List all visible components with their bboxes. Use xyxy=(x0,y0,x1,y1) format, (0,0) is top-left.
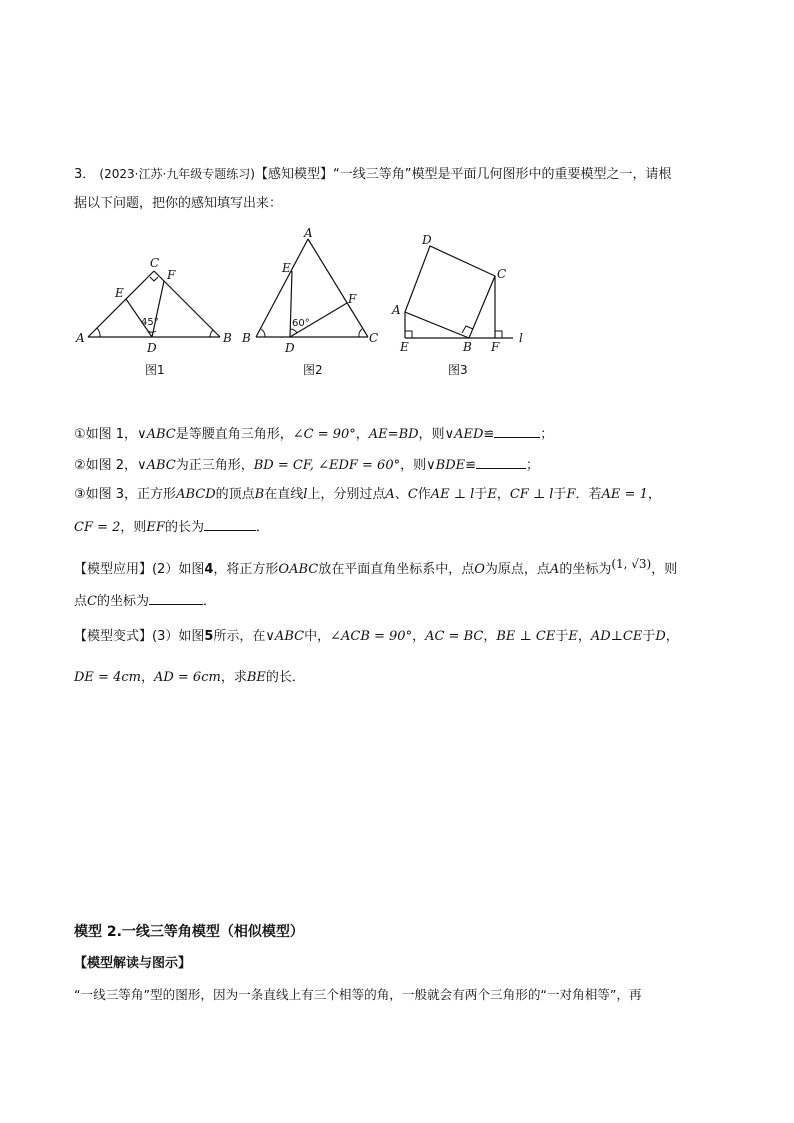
fig1-label-d: D xyxy=(147,341,157,355)
q2-condition: BD = CF, ∠EDF = 60° xyxy=(253,458,401,473)
q3-text7: ， xyxy=(496,487,510,502)
fig2-label-b: B xyxy=(242,331,251,345)
q3-point-a: A xyxy=(385,487,395,502)
fig3-label-f: F xyxy=(491,340,500,354)
q2-marker: ② xyxy=(74,458,86,473)
q5-cond4: AD⊥CE xyxy=(590,629,643,644)
problem-source: (2023·江苏·九年级专题练习) xyxy=(99,167,255,181)
q4-tag: 【模型应用】 xyxy=(74,562,153,577)
q2-congruent-symbol: ≌ xyxy=(465,458,477,473)
q3-line2-text1: ，则 xyxy=(120,520,147,535)
section-title: 模型 2.一线三等角模型（相似模型） xyxy=(74,924,304,940)
q5-cond6: AD = 6cm xyxy=(153,670,221,685)
intro-tag: 【感知模型】 xyxy=(254,167,333,182)
question-3-line2 xyxy=(74,517,269,537)
q4-text3: 放在平面直角坐标系中，点 xyxy=(318,562,475,577)
q1-text1: 是等腰直角三角形， xyxy=(175,427,293,442)
question-5-line1 xyxy=(74,628,679,646)
q3-text2: 在直线 xyxy=(264,487,304,502)
fig2-label-d: D xyxy=(285,341,295,355)
q3-marker: ③ xyxy=(74,487,86,502)
q3-point-b: B xyxy=(254,487,265,502)
fig2-label-f: F xyxy=(348,292,357,306)
q3-text3: 上，分别过点 xyxy=(307,487,386,502)
q1-triangle2: ∨AED xyxy=(444,427,484,442)
question-4-line2 xyxy=(74,591,216,611)
fig3-label-a: A xyxy=(392,303,401,317)
q3-square: ABCD xyxy=(176,487,216,502)
q3-text1: 的顶点 xyxy=(215,487,255,502)
q5-point-e: E xyxy=(568,629,578,644)
q3-point-c: C xyxy=(407,487,418,502)
q5-text1: (3）如图 xyxy=(152,629,205,644)
q5-text3: 中， xyxy=(304,629,331,644)
fig1-label-e: E xyxy=(115,286,124,300)
q5-segment-be: BE xyxy=(246,670,266,685)
fig1-caption: 图1 xyxy=(145,363,165,377)
fig2-caption: 图2 xyxy=(303,363,323,377)
question-1 xyxy=(74,424,553,444)
q2-text2: ，则 xyxy=(400,458,427,473)
fig3-label-e: E xyxy=(400,340,409,354)
fig1-label-f: F xyxy=(167,268,176,282)
problem-intro-line1 xyxy=(74,165,671,184)
fig3-label-d: D xyxy=(422,233,432,247)
q3-cond2: CF ⊥ l xyxy=(509,487,554,502)
q1-pre: 如图 1， xyxy=(85,427,138,442)
figure-2 xyxy=(238,225,388,355)
q2-text1: 为正三角形， xyxy=(175,458,254,473)
q5-tag: 【模型变式】 xyxy=(74,629,153,644)
q3-pre: 如图 3，正方形 xyxy=(85,487,177,502)
figure-3 xyxy=(385,232,535,357)
q3-text4: 、 xyxy=(394,487,408,502)
fig3-label-l: l xyxy=(519,331,523,345)
fig1-label-a: A xyxy=(76,331,85,345)
q3-segment-ef: EF xyxy=(146,520,165,535)
q4-answer-blank[interactable] xyxy=(149,591,203,605)
q4-coordinate: (1, √3) xyxy=(611,557,652,571)
q5-triangle: ∨ABC xyxy=(265,629,305,644)
q4-text1: (2）如图 xyxy=(152,562,205,577)
q2-triangle: ∨ABC xyxy=(137,458,176,473)
question-2 xyxy=(74,455,539,475)
fig1-angle-label: 45° xyxy=(141,317,159,328)
q1-triangle: ∨ABC xyxy=(137,427,176,442)
intro-line2-text: 据以下问题，把你的感知填写出来： xyxy=(74,196,283,211)
q4-line2-text2: 的坐标为 xyxy=(96,594,149,609)
q5-line2-text2: ，求 xyxy=(220,670,247,685)
q3-text5: 作 xyxy=(417,487,431,502)
q5-text4: ， xyxy=(412,629,426,644)
q1-congruent-symbol: ≌ xyxy=(483,427,495,442)
q4-figure-number: 4 xyxy=(204,562,214,577)
q4-square: OABC xyxy=(278,562,319,577)
q3-text6: 于 xyxy=(474,487,488,502)
fig2-label-c: C xyxy=(369,331,379,345)
q4-line2-text1: 点 xyxy=(74,594,88,609)
q5-cond5: DE = 4cm xyxy=(74,670,141,685)
fig1-label-b: B xyxy=(223,331,232,345)
q1-end: ； xyxy=(540,427,554,442)
q5-line2-end: 的长． xyxy=(265,670,305,685)
q2-answer-blank[interactable] xyxy=(476,455,526,469)
section-body: “一线三等角”型的图形，因为一条直线上有三个相等的角，一般就会有两个三角形的“一对角相等”，再 xyxy=(74,987,642,1002)
fig2-label-a: A xyxy=(304,226,313,240)
q5-line2-text1: ， xyxy=(140,670,154,685)
q5-text9: ， xyxy=(665,629,679,644)
q2-end: ； xyxy=(526,458,540,473)
q3-line2-end: ． xyxy=(255,520,269,535)
q4-point-c: C xyxy=(87,594,97,609)
question-3-line1 xyxy=(74,486,661,504)
q2-triangle2: ∨BDE xyxy=(426,458,466,473)
fig3-label-c: C xyxy=(497,267,507,281)
q4-text6: ，则 xyxy=(651,562,678,577)
question-4-line1 xyxy=(74,557,678,579)
q1-answer-blank[interactable] xyxy=(494,424,540,438)
q3-cond3: AE = 1 xyxy=(601,487,648,502)
q3-point-f: F xyxy=(566,487,576,502)
q5-figure-number: 5 xyxy=(204,629,214,644)
q5-cond3: BE ⊥ CE xyxy=(496,629,556,644)
q5-text7: ， xyxy=(577,629,591,644)
q4-text4: 为原点，点 xyxy=(484,562,550,577)
problem-intro-line2 xyxy=(74,195,282,213)
q1-text2: ， xyxy=(355,427,369,442)
q2-pre: 如图 2， xyxy=(85,458,138,473)
q1-marker: ① xyxy=(74,427,86,442)
q5-text2: 所示，在 xyxy=(213,629,266,644)
fig3-label-b: B xyxy=(463,340,472,354)
q1-text3: ，则 xyxy=(418,427,445,442)
q5-text6: 于 xyxy=(555,629,569,644)
section-subtitle: 【模型解读与图示】 xyxy=(74,956,192,971)
q3-text9: ．若 xyxy=(575,487,602,502)
q3-answer-blank[interactable] xyxy=(204,517,256,531)
q3-line2-text2: 的长为 xyxy=(164,520,204,535)
q3-cond4: CF = 2 xyxy=(74,520,121,535)
q5-cond1: ∠ACB = 90° xyxy=(330,629,413,644)
q3-text10: ， xyxy=(647,487,661,502)
intro-text: “一线三等角”模型是平面几何图形中的重要模型之一，请根 xyxy=(332,167,672,182)
q5-text5: ， xyxy=(483,629,497,644)
q4-point-o: O xyxy=(474,562,485,577)
q4-text5: 的坐标为 xyxy=(559,562,612,577)
q4-point-a: A xyxy=(549,562,560,577)
q4-text2: ，将正方形 xyxy=(213,562,279,577)
problem-number: 3． xyxy=(74,167,96,182)
q5-point-d: D xyxy=(655,629,666,644)
q5-text8: 于 xyxy=(642,629,656,644)
fig3-caption: 图3 xyxy=(448,363,468,377)
fig2-label-e: E xyxy=(282,261,291,275)
q3-cond1: AE ⊥ l xyxy=(430,487,475,502)
q3-text8: 于 xyxy=(553,487,567,502)
figure-1 xyxy=(70,255,240,355)
fig2-angle-label: 60° xyxy=(292,318,310,329)
fig1-label-c: C xyxy=(150,256,160,270)
q3-line-l: l xyxy=(303,487,308,502)
q4-line2-end: ． xyxy=(202,594,216,609)
question-5-line2 xyxy=(74,669,305,687)
q1-condition2: AE=BD xyxy=(368,427,419,442)
q3-point-e: E xyxy=(487,487,497,502)
q5-cond2: AC = BC xyxy=(425,629,484,644)
q1-condition: ∠C = 90° xyxy=(292,427,356,442)
